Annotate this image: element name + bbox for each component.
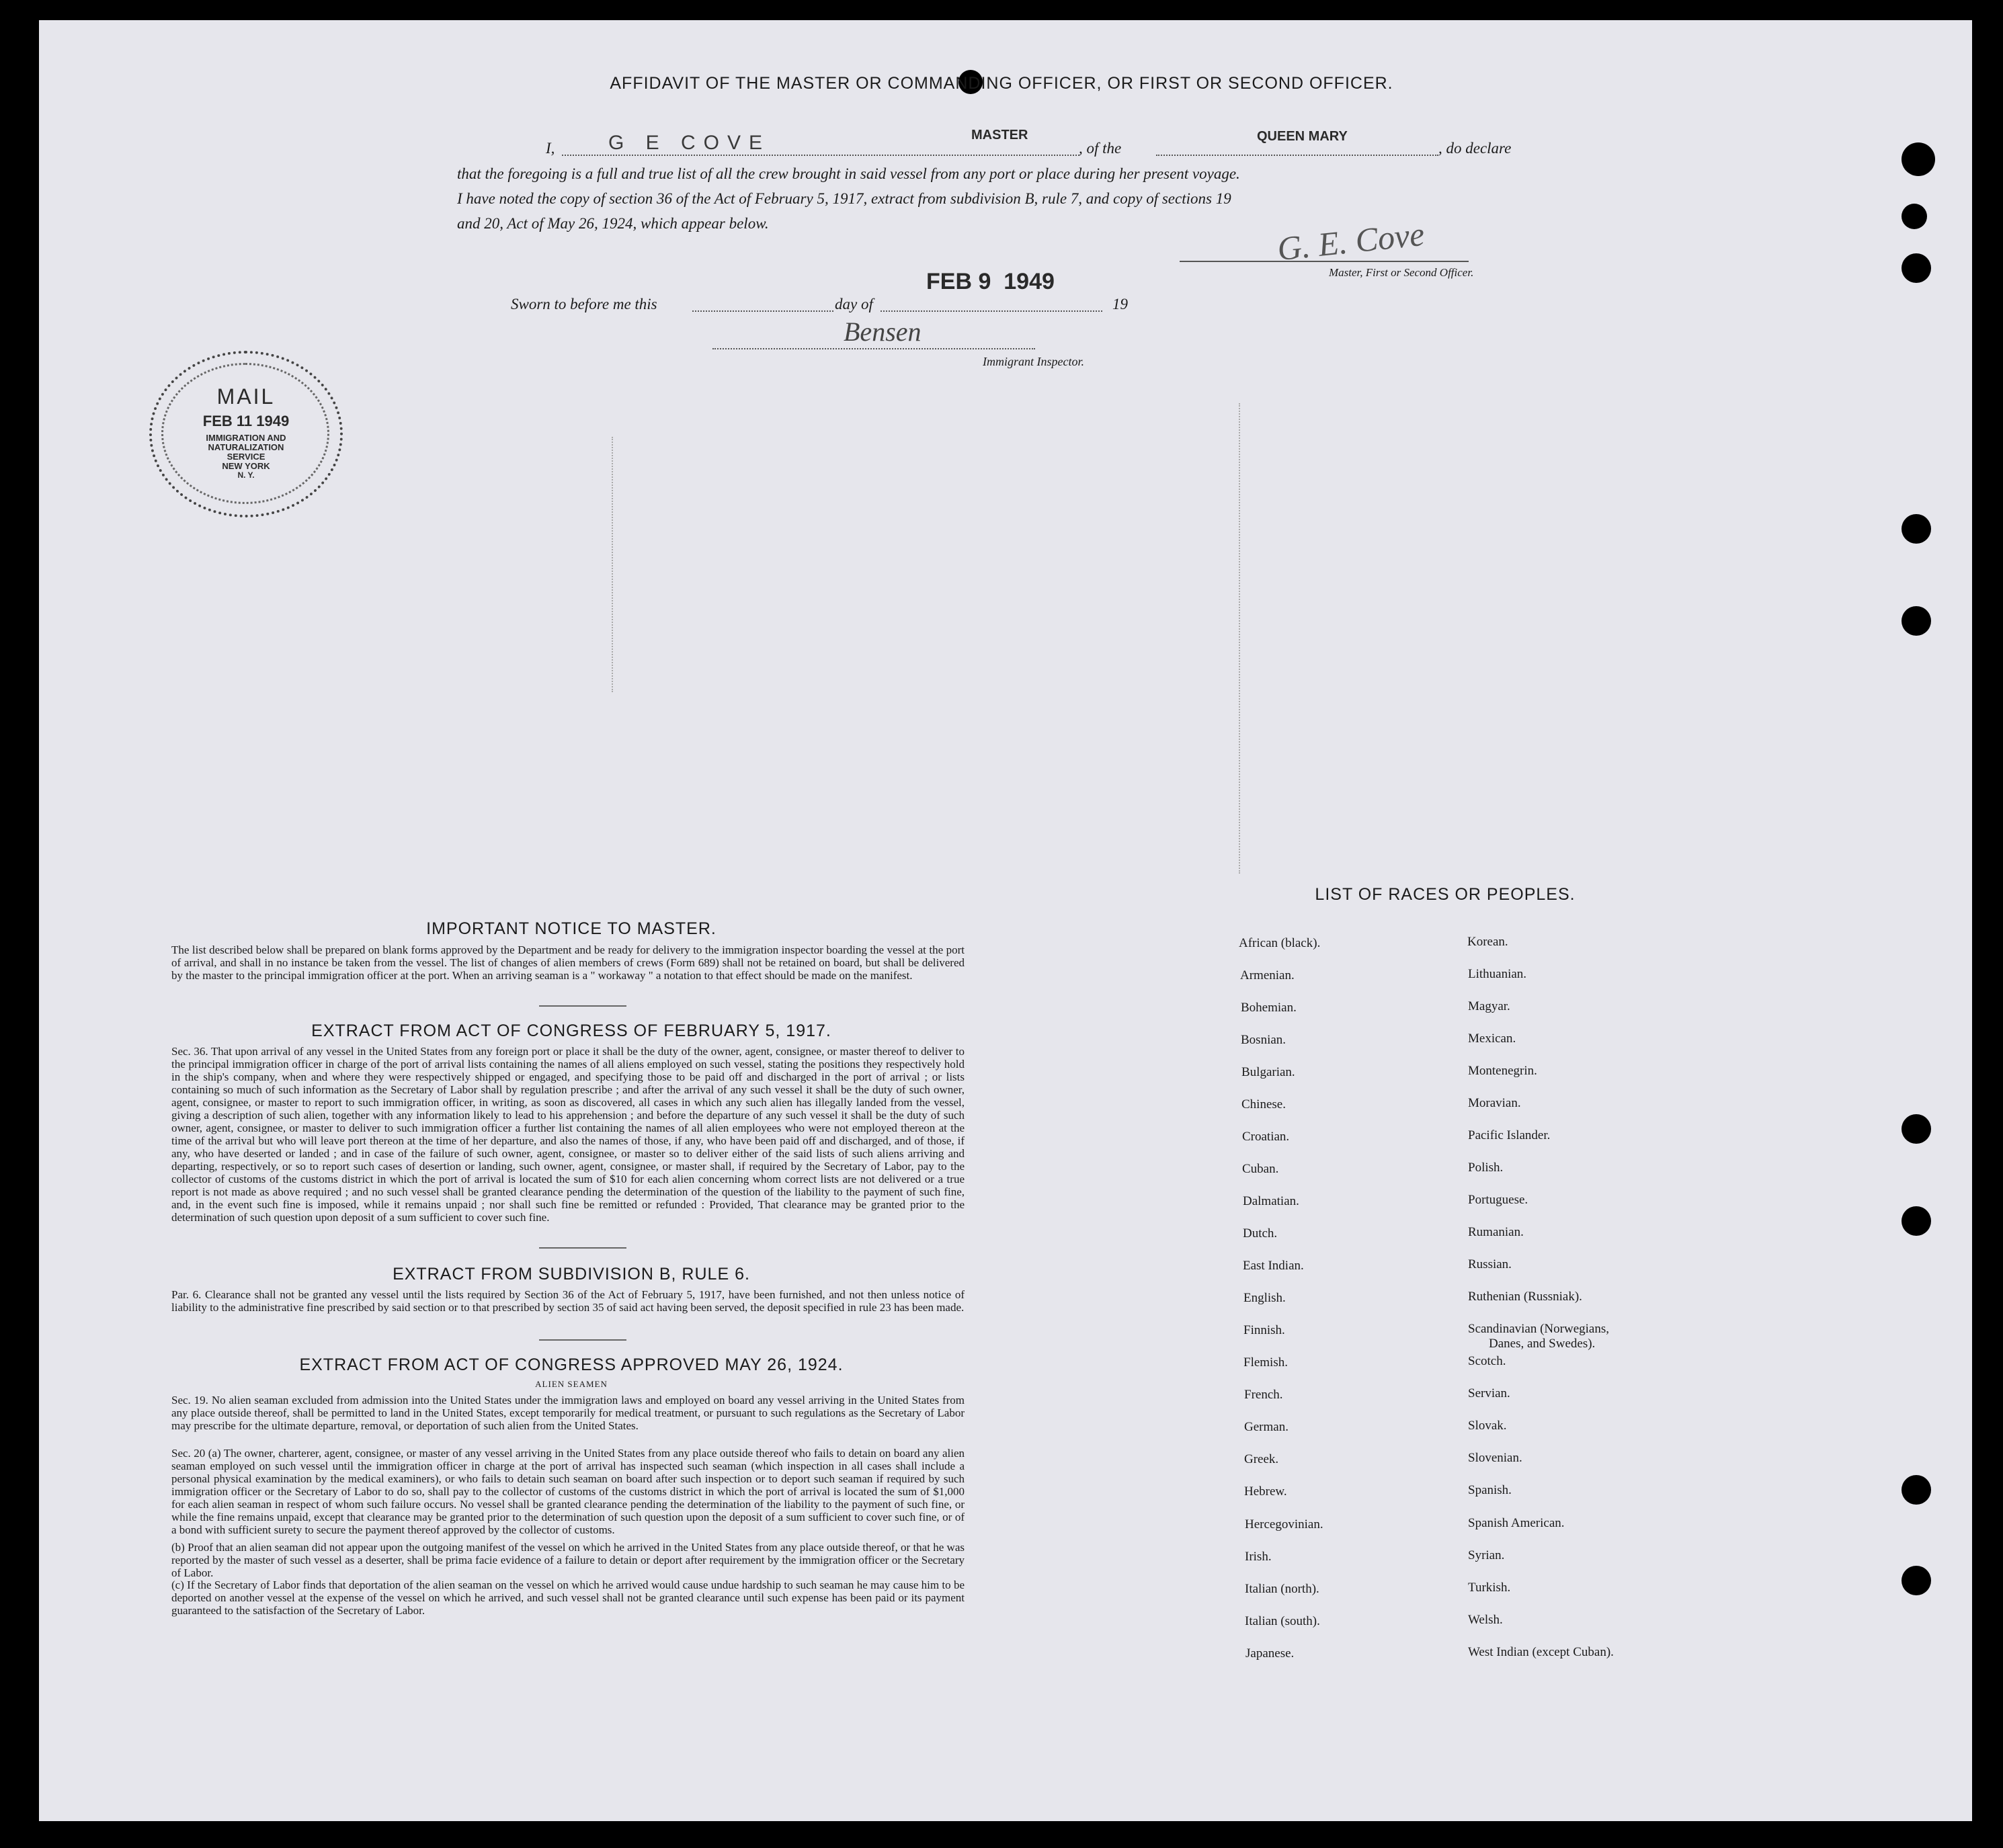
race-left: Italian (north). [1245, 1582, 1319, 1596]
vessel-field [1156, 155, 1438, 156]
race-right: Slovenian. [1468, 1451, 1522, 1465]
extract-1924-title: EXTRACT FROM ACT OF CONGRESS APPROVED MAY 26, 1924. [299, 1355, 844, 1374]
mail-label: MAIL [216, 384, 276, 409]
affidavit-title: AFFIDAVIT OF THE MASTER OR COMMANDING OFFICER, OR FIRST OR SECOND OFFICER. [610, 74, 1393, 93]
punch-hole [1902, 1114, 1931, 1144]
race-right: Syrian. [1468, 1548, 1505, 1562]
race-left: Bohemian. [1241, 1001, 1297, 1015]
master-signature: G. E. Cove [1275, 214, 1426, 268]
inspector-caption: Immigrant Inspector. [983, 355, 1084, 368]
race-right: Turkish. [1468, 1581, 1511, 1595]
master-name: G E COVE [608, 132, 771, 154]
races-title: LIST OF RACES OR PEOPLES. [1315, 885, 1576, 904]
race-left: Croatian. [1242, 1130, 1290, 1144]
rank-stamp: MASTER [971, 128, 1028, 142]
affidavit-line-2: that the foregoing is a full and true list of all the crew brought in said vessel from any port or place during her present voyage. [457, 165, 1240, 182]
sec-20a-body: Sec. 20 (a) The owner, charterer, agent, consignee, or master of any vessel arriving in the United States from any place outside thereof who fails to detain on board any alien seaman employed on such vessel until the immigration officer in charge at the port of arrival has inspected such seaman (which inspection in all cases shall include a personal physical examination by the medical examiners), or who fails to detain such seaman on board after such inspection or to deport such seaman if required by such immigration officer or the Secretary of Labor to do so, shall pay to the collector of customs of the customs district in which the port of arrival is located the sum of $1,000 for each alien seaman in respect of whom such failure occurs. No vessel shall be granted clearance pending the determination of the liability to the payment of such fine, or while the fine remains unpaid, except that clearance may be granted prior to the determination of such question upon the deposit of a sum sufficient to cover such fine, or of a bond with sufficient surety to secure the payment thereof approved by the collector of customs. [171, 1447, 965, 1536]
punch-hole [1902, 253, 1931, 283]
race-right: Slovak. [1468, 1419, 1507, 1433]
race-right: Servian. [1468, 1386, 1510, 1400]
name-field [562, 155, 1079, 156]
race-right: Spanish American. [1468, 1516, 1565, 1530]
notice-body: The list described below shall be prepared on blank forms approved by the Department and be ready for delivery to the immigration inspector boarding the vessel at the port of arrival, and shall in no instance be taken from the vessel. The list of changes of alien members of crews (Form 689) shall not be retained on board, but shall be delivered by the master to the principal immigration officer at the port. When an arriving seaman is a " workaway " a notation to that effect should be made on the manifest. [171, 943, 965, 982]
stamp-line: NATURALIZATION [208, 442, 284, 452]
sec-19-body: Sec. 19. No alien seaman excluded from admission into the United States under the immigration laws and employed on board any vessel arriving in the United States from any place outside thereof, shall be permitted to land in the United States, except temporarily for medical treatment, or pursuant to such regulations as the Secretary of Labor may prescribe for the ultimate departure, removal, or deportation of such alien from the United States. [171, 1394, 965, 1432]
race-right: Polish. [1468, 1161, 1504, 1175]
inspector-signature: Bensen [844, 317, 922, 347]
stamp-line: NEW YORK [222, 461, 270, 471]
sworn-day-of: day of [835, 296, 873, 312]
alien-seamen-subtitle: ALIEN SEAMEN [535, 1379, 608, 1389]
race-left: French. [1244, 1388, 1283, 1402]
stamp-line: N. Y. [237, 470, 255, 480]
notice-title: IMPORTANT NOTICE TO MASTER. [426, 919, 717, 938]
race-right: Ruthenian (Russniak). [1468, 1290, 1582, 1304]
race-right: Scandinavian (Norwegians, [1468, 1322, 1609, 1336]
race-left: Greek. [1244, 1452, 1279, 1466]
race-right: Portuguese. [1468, 1193, 1528, 1207]
race-right: Lithuanian. [1468, 967, 1527, 981]
race-left: Bulgarian. [1241, 1065, 1295, 1079]
race-right: Russian. [1468, 1257, 1512, 1271]
race-left: Cuban. [1242, 1162, 1279, 1176]
race-right: Pacific Islander. [1468, 1128, 1551, 1142]
race-left: Chinese. [1241, 1097, 1286, 1111]
race-left: Flemish. [1243, 1355, 1288, 1370]
sworn-date-stamp: FEB 9 1949 [926, 269, 1055, 294]
faint-guide-line [612, 437, 613, 692]
punch-hole [1902, 204, 1927, 229]
race-right: Rumanian. [1468, 1225, 1524, 1239]
sworn-blank-field [692, 310, 833, 312]
vessel-name: QUEEN MARY [1257, 129, 1348, 144]
race-left: English. [1243, 1291, 1286, 1305]
race-right-continuation: Danes, and Swedes). [1489, 1337, 1596, 1351]
race-left: German. [1244, 1420, 1289, 1434]
race-right: West Indian (except Cuban). [1468, 1645, 1614, 1659]
race-right: Scotch. [1468, 1354, 1506, 1368]
race-right: Moravian. [1468, 1096, 1521, 1110]
race-right: Montenegrin. [1468, 1064, 1537, 1078]
of-the-text: , of the [1079, 140, 1122, 157]
mail-date: FEB 11 1949 [202, 413, 290, 429]
punch-hole [1902, 142, 1935, 176]
mail-received-stamp [149, 351, 343, 517]
punch-hole [1902, 606, 1931, 636]
stamp-line: IMMIGRATION AND [206, 433, 286, 443]
signature-caption: Master, First or Second Officer. [1329, 266, 1474, 279]
race-left: Dutch. [1243, 1226, 1278, 1241]
section-divider [539, 1339, 626, 1341]
extract-1917-title: EXTRACT FROM ACT OF CONGRESS OF FEBRUARY 5, 1917. [311, 1021, 831, 1040]
race-left: Dalmatian. [1243, 1194, 1299, 1208]
stamp-line: SERVICE [227, 452, 265, 462]
sworn-prefix: Sworn to before me this [511, 296, 657, 312]
section-divider [539, 1005, 626, 1007]
punch-hole [1902, 1475, 1931, 1505]
race-right: Korean. [1467, 935, 1508, 949]
race-left: Japanese. [1245, 1646, 1295, 1661]
race-left: Armenian. [1240, 968, 1295, 982]
race-right: Magyar. [1468, 999, 1510, 1013]
do-declare-text: , do declare [1438, 140, 1512, 157]
race-right: Spanish. [1468, 1483, 1512, 1497]
race-left: Italian (south). [1245, 1614, 1320, 1628]
race-left: African (black). [1239, 936, 1321, 950]
punch-hole [1902, 514, 1931, 544]
extract-1917-body: Sec. 36. That upon arrival of any vessel in the United States from any foreign port or place it shall be the duty of the owner, agent, consignee, or master thereof to deliver to the principal immigration officer in charge of the port of arrival lists containing the names of all aliens employed on such vessel, stating the positions they respectively hold in the ship's company, when and where they were respectively shipped or engaged, and specifying those to be paid off and discharged in the port of arrival ; or lists containing so much of such information as the Secretary of Labor shall by regulation prescribe ; and after the arrival of any such vessel it shall be the duty of such owner, agent, consignee, or master to report to such immigration officer, in writing, as soon as discovered, all cases in which any such alien has illegally landed from the vessel, giving a description of such alien, together with any information likely to lead to his apprehension ; and before the departure of any such vessel it shall be the duty of such owner, agent, consignee, or master to deliver to such immigration officer a further list containing the names of all alien employees who were not employed thereon at the time of the arrival but who will leave port thereon at the time of her departure, and also the names of those, if any, who have been paid off and discharged, and of those, if any, who have deserted or landed ; and in case of the failure of such owner, agent, consignee, or master so to deliver either of the said lists of such aliens arriving and departing, respectively, or so to report such cases of desertion or landing, such owner, agent, consignee, or master shall, if required by the Secretary of Labor, pay to the collector of customs of the customs district in which the port of arrival is located the sum of $10 for each alien concerning whom correct lists are not delivered or a true report is not made as above required ; and no such vessel shall be granted clearance pending the determination of the question of the liability to the payment of such fine, and, in the event such fine is imposed, while it remains unpaid ; nor shall such fine be remitted or refunded : Provided, That clearance may be granted prior to the determination of such question upon deposit of a sum sufficient to cover such fine. [171, 1045, 965, 1224]
subdivision-title: EXTRACT FROM SUBDIVISION B, RULE 6. [393, 1265, 750, 1284]
race-left: Bosnian. [1241, 1033, 1286, 1047]
inspector-field [712, 348, 1035, 349]
race-left: East Indian. [1243, 1259, 1304, 1273]
section-divider [539, 1247, 626, 1249]
sec-20b-body: (b) Proof that an alien seaman did not appear upon the outgoing manifest of the vessel on which he arrived in the United States from any place outside thereof, or that he was reported by the master of such vessel as a deserter, shall be prima facie evidence of a failure to detain or deport after requirement by the immigration officer or the Secretary of Labor. [171, 1541, 965, 1579]
race-left: Finnish. [1243, 1323, 1285, 1337]
faint-guide-line [1239, 403, 1240, 874]
punch-hole [1902, 1566, 1931, 1595]
subdivision-body: Par. 6. Clearance shall not be granted any vessel until the lists required by Section 36 of the Act of February 5, 1917, have been furnished, and not then unless notice of liability to the administrative fine prescribed by said section or to that prescribed by section 35 of said act having been served, the deposit specified in rule 23 has been made. [171, 1288, 965, 1314]
sworn-date-field [881, 310, 1102, 312]
sworn-year: 19 [1112, 296, 1128, 312]
affidavit-line-3: I have noted the copy of section 36 of the Act of February 5, 1917, extract from subdivision B, rule 7, and copy of sections 19 [457, 190, 1231, 207]
race-right: Welsh. [1468, 1613, 1503, 1627]
punch-hole [1902, 1206, 1931, 1236]
affidavit-pronoun: I, [546, 140, 555, 157]
race-left: Hercegovinian. [1245, 1517, 1323, 1531]
sec-20c-body: (c) If the Secretary of Labor finds that deportation of the alien seaman on the vessel on which he arrived would cause undue hardship to such seaman he may cause him to be deported on another vessel at the expense of the vessel on which he arrived, and such vessel shall not be granted clearance until such expense has been paid or its payment guaranteed to the satisfaction of the Secretary of Labor. [171, 1579, 965, 1617]
affidavit-line-4: and 20, Act of May 26, 1924, which appear below. [457, 215, 769, 232]
race-right: Mexican. [1468, 1032, 1516, 1046]
race-left: Irish. [1245, 1550, 1272, 1564]
race-left: Hebrew. [1244, 1484, 1287, 1499]
